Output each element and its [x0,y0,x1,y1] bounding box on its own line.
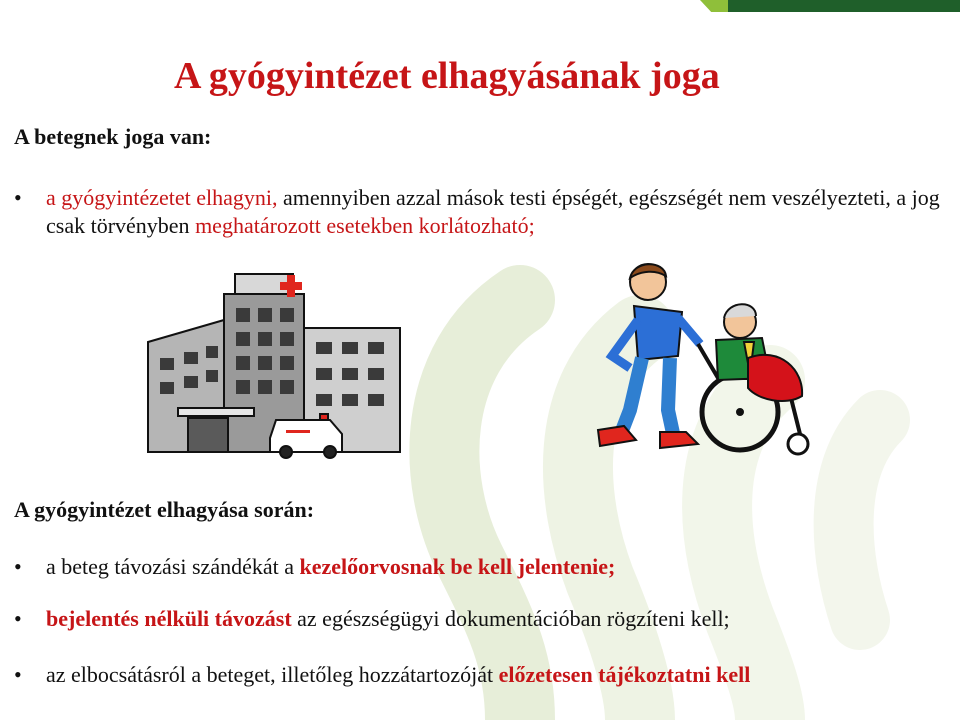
wheelchair-illustration [590,260,825,460]
hospital-illustration [140,268,405,460]
bullet-plain: az egészségügyi dokumentációban rögzíteni kell; [291,606,730,631]
bullet-emphasis: bejelentés nélküli távozást [46,606,292,631]
bullet-dot: • [14,606,22,631]
bullet-dot: • [14,662,22,687]
bullet-plain: az elbocsátásról a beteget, illetőleg hozzátartozóját [46,662,499,687]
bullet-plain: a beteg távozási szándékát a [46,554,300,579]
bullet-text [46,605,940,633]
bullet-text [46,553,940,581]
bullet-text [46,184,940,240]
bullet-emphasis: kezelőorvosnak be kell jelentenie; [299,554,616,579]
bullet-item [14,553,940,583]
bullet-item [14,605,940,635]
bullet-item [14,184,940,244]
bullet-emphasis: előzetesen tájékoztatni kell [498,662,751,687]
bullet-dot: • [14,185,22,210]
bullet-text [46,661,940,689]
bullet-emphasis: a gyógyintézetet elhagyni, [46,185,278,210]
bullet-emphasis: meghatározott esetekben korlátozható; [195,213,535,238]
section2-heading: A gyógyintézet elhagyása során: [14,497,315,522]
slide-title: A gyógyintézet elhagyásának joga [174,55,720,97]
section1-heading: A betegnek joga van: [14,124,212,149]
bullet-plain: amennyiben azzal mások testi épségét, egészségét nem veszélyezteti, a jog csak törvényben [46,185,940,238]
bullet-item [14,661,940,691]
bullet-dot: • [14,554,22,579]
